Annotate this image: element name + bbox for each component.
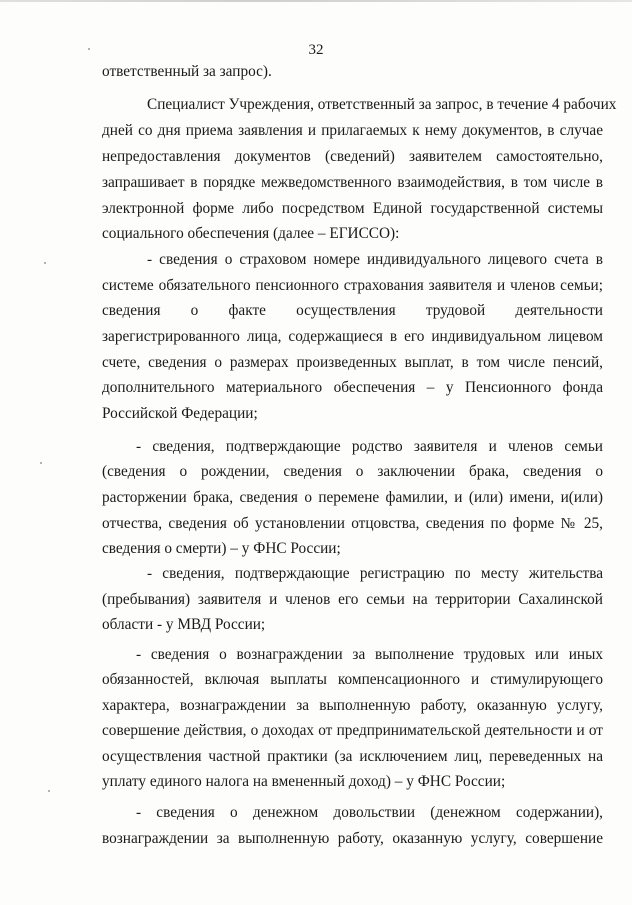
text-line: - сведения, подтверждающие родство заявителя и членов семьи [136, 438, 603, 455]
text-line: - сведения о денежном довольствии (денежном содержании), [136, 804, 603, 821]
text-line: непредоставления документов (сведений) заявителем самостоятельно, [102, 148, 603, 165]
text-line: уплату единого налога на вмененный доход) – у ФНС России; [102, 773, 506, 790]
text-line: зарегистрированного лица, содержащиеся в его индивидуальном лицевом [102, 328, 603, 345]
text-line: социального обеспечения (далее – ЕГИССО): [102, 225, 400, 242]
text-line: сведения о факте осуществления трудовой деятельности [102, 302, 603, 319]
text-line: вознаграждении за выполненную работу, оказанную услугу, совершение [102, 830, 603, 847]
text-line: Специалист Учреждения, ответственный за запрос, в течение 4 рабочих [147, 96, 617, 113]
scan-speck [40, 462, 42, 464]
text-line: системе обязательного пенсионного страхования заявителя и членов семьи; [102, 277, 603, 294]
scan-speck [48, 790, 50, 792]
text-line: - сведения о страховом номере индивидуального лицевого счета в [147, 251, 603, 268]
text-line: области - у МВД России; [102, 616, 266, 633]
page-number: 32 [308, 42, 324, 58]
text-line: - сведения о вознаграждении за выполнение трудовых или иных [136, 646, 603, 663]
text-line: (пребывания) заявителя и членов его семьи на территории Сахалинской [102, 591, 603, 608]
text-line: совершение действия, о доходах от предпринимательской деятельности и от [102, 722, 603, 739]
text-line: дополнительного материального обеспечения – у Пенсионного фонда [102, 379, 603, 396]
text-line: расторжении брака, сведения о перемене фамилии, и (или) имени, и(или) [102, 489, 603, 506]
text-line: электронной форме либо посредством Единой государственной системы [102, 200, 603, 217]
text-line: отчества, сведения об установлении отцовства, сведения по форме № 25, [102, 515, 603, 532]
text-line: характера, вознаграждении за выполненную работу, оказанную услугу, [102, 697, 603, 714]
scan-speck [88, 48, 90, 50]
text-line: сведения о смерти) – у ФНС России; [102, 540, 341, 557]
scan-speck [44, 262, 46, 264]
text-line: - сведения, подтверждающие регистрацию по месту жительства [147, 565, 603, 582]
text-line: счете, сведения о размерах произведенных выплат, в том числе пенсий, [102, 354, 603, 371]
text-line: ответственный за запрос). [102, 63, 272, 80]
text-line: (сведения о рождении, сведения о заключении брака, сведения о [102, 463, 603, 480]
scan-top-edge [0, 0, 632, 2]
text-line: обязанностей, включая выплаты компенсационного и стимулирующего [102, 671, 603, 688]
text-line: дней со дня приема заявления и прилагаемых к нему документов, в случае [102, 122, 603, 139]
text-line: Российской Федерации; [102, 405, 258, 422]
text-line: осуществления частной практики (за исключением лиц, переведенных на [102, 748, 603, 765]
text-line: запрашивает в порядке межведомственного взаимодействия, в том числе в [102, 174, 603, 191]
